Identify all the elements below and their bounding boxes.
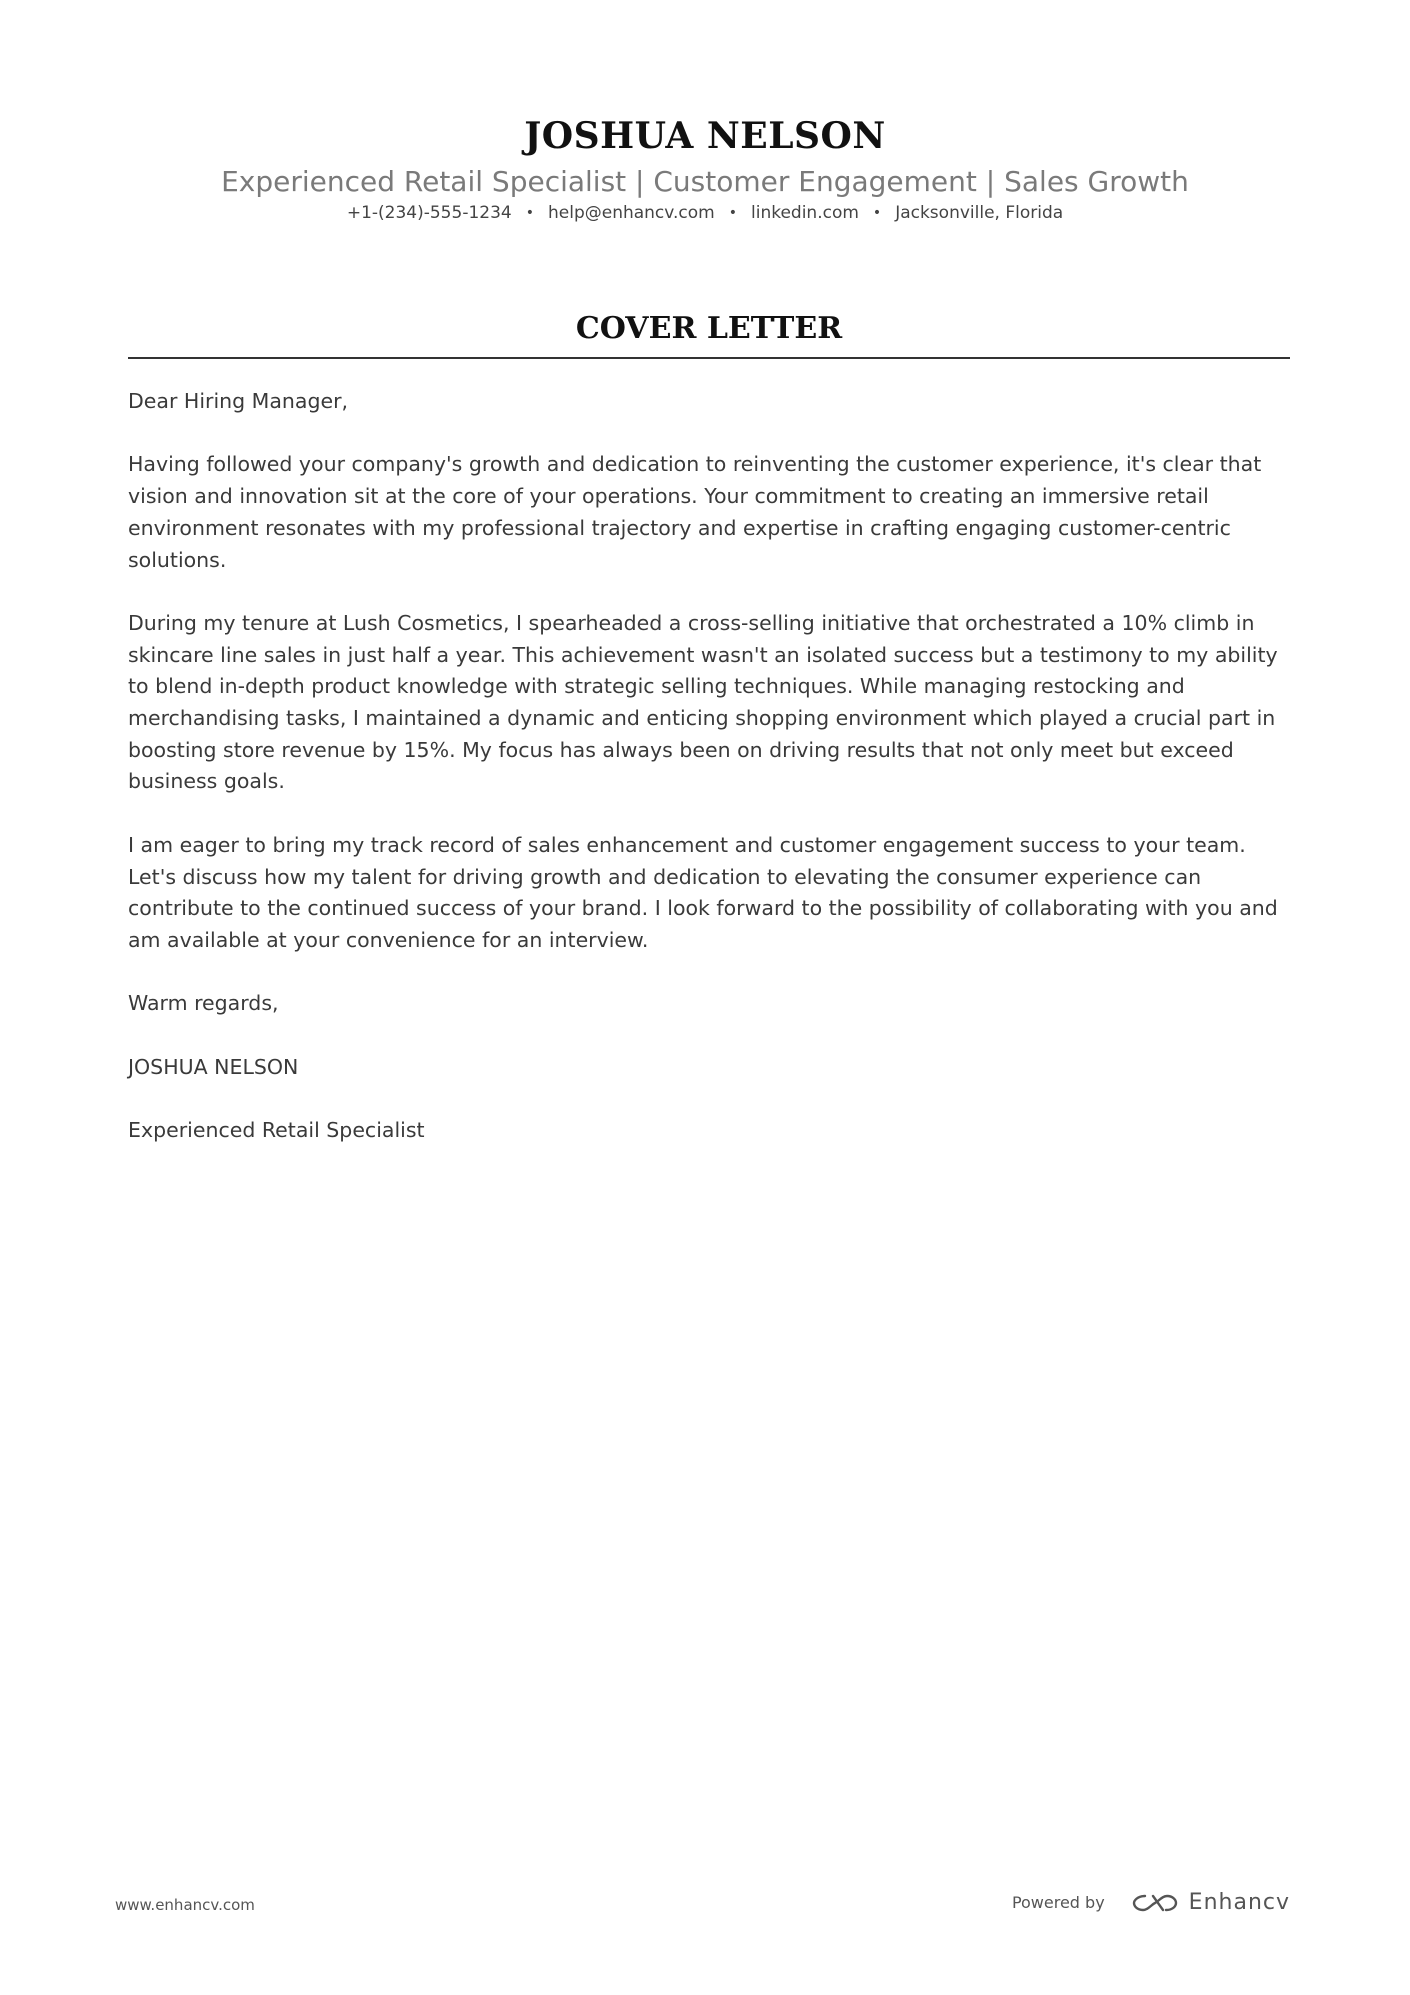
contact-linkedin[interactable]: linkedin.com <box>751 203 859 223</box>
section-title: COVER LETTER <box>575 311 843 346</box>
contact-email[interactable]: help@enhancv.com <box>547 203 715 223</box>
powered-by-label: Powered by <box>1011 1893 1105 1912</box>
letter-salutation: Dear Hiring Manager, <box>128 389 349 413</box>
signature-title: Experienced Retail Specialist <box>128 1118 425 1143</box>
letter-paragraph: Having followed your company's growth and dedication to reinventing the customer experience, it's clear that vision and innovation sit at the core of your operations. Your commitment to creating an immersive retail environment resonates with my professional trajectory and expertise in crafting engaging customer-centric solutions. <box>128 452 1262 572</box>
footer-branding[interactable] <box>1012 1890 1290 1915</box>
letter-paragraph: I am eager to bring my track record of sales enhancement and customer engagement success to your team. Let's discuss how my talent for driving growth and dedication to elevating the consumer experience can contribute to the continued success of your brand. I look forward to the possibility of collaborating with you and am available at your convenience for an interview. <box>128 832 1278 952</box>
letter-header <box>0 112 1410 225</box>
signature-name: JOSHUA NELSON <box>128 1054 299 1079</box>
contact-line <box>0 202 1410 225</box>
footer-website[interactable]: www.enhancv.com <box>115 1896 255 1914</box>
letter-body <box>128 386 1293 1178</box>
contact-phone[interactable]: +1-(234)-555-1234 <box>346 203 512 223</box>
letter-paragraph: During my tenure at Lush Cosmetics, I spearheaded a cross-selling initiative that orchestrated a 10% climb in skincare line sales in just half a year. This achievement wasn't an isolated success but a testimony to my ability to blend in-depth product knowledge with strategic selling techniques. While managing restocking and merchandising tasks, I maintained a dynamic and enticing shopping environment which played a crucial part in boosting store revenue by 15%. My focus has always been on driving results that not only meet but exceed business goals. <box>128 610 1278 794</box>
contact-separator: • <box>872 205 882 221</box>
section-divider <box>128 357 1290 359</box>
letter-closing: Warm regards, <box>128 991 279 1016</box>
brand-name: Enhancv <box>1188 1890 1290 1915</box>
applicant-name: JOSHUA NELSON <box>524 115 886 157</box>
contact-separator: • <box>525 205 534 221</box>
contact-separator: • <box>728 205 737 221</box>
contact-location: Jacksonville, Florida <box>895 203 1064 223</box>
enhancv-logo-icon <box>1131 1891 1179 1915</box>
applicant-headline: Experienced Retail Specialist | Customer Engagement | Sales Growth <box>221 165 1189 198</box>
